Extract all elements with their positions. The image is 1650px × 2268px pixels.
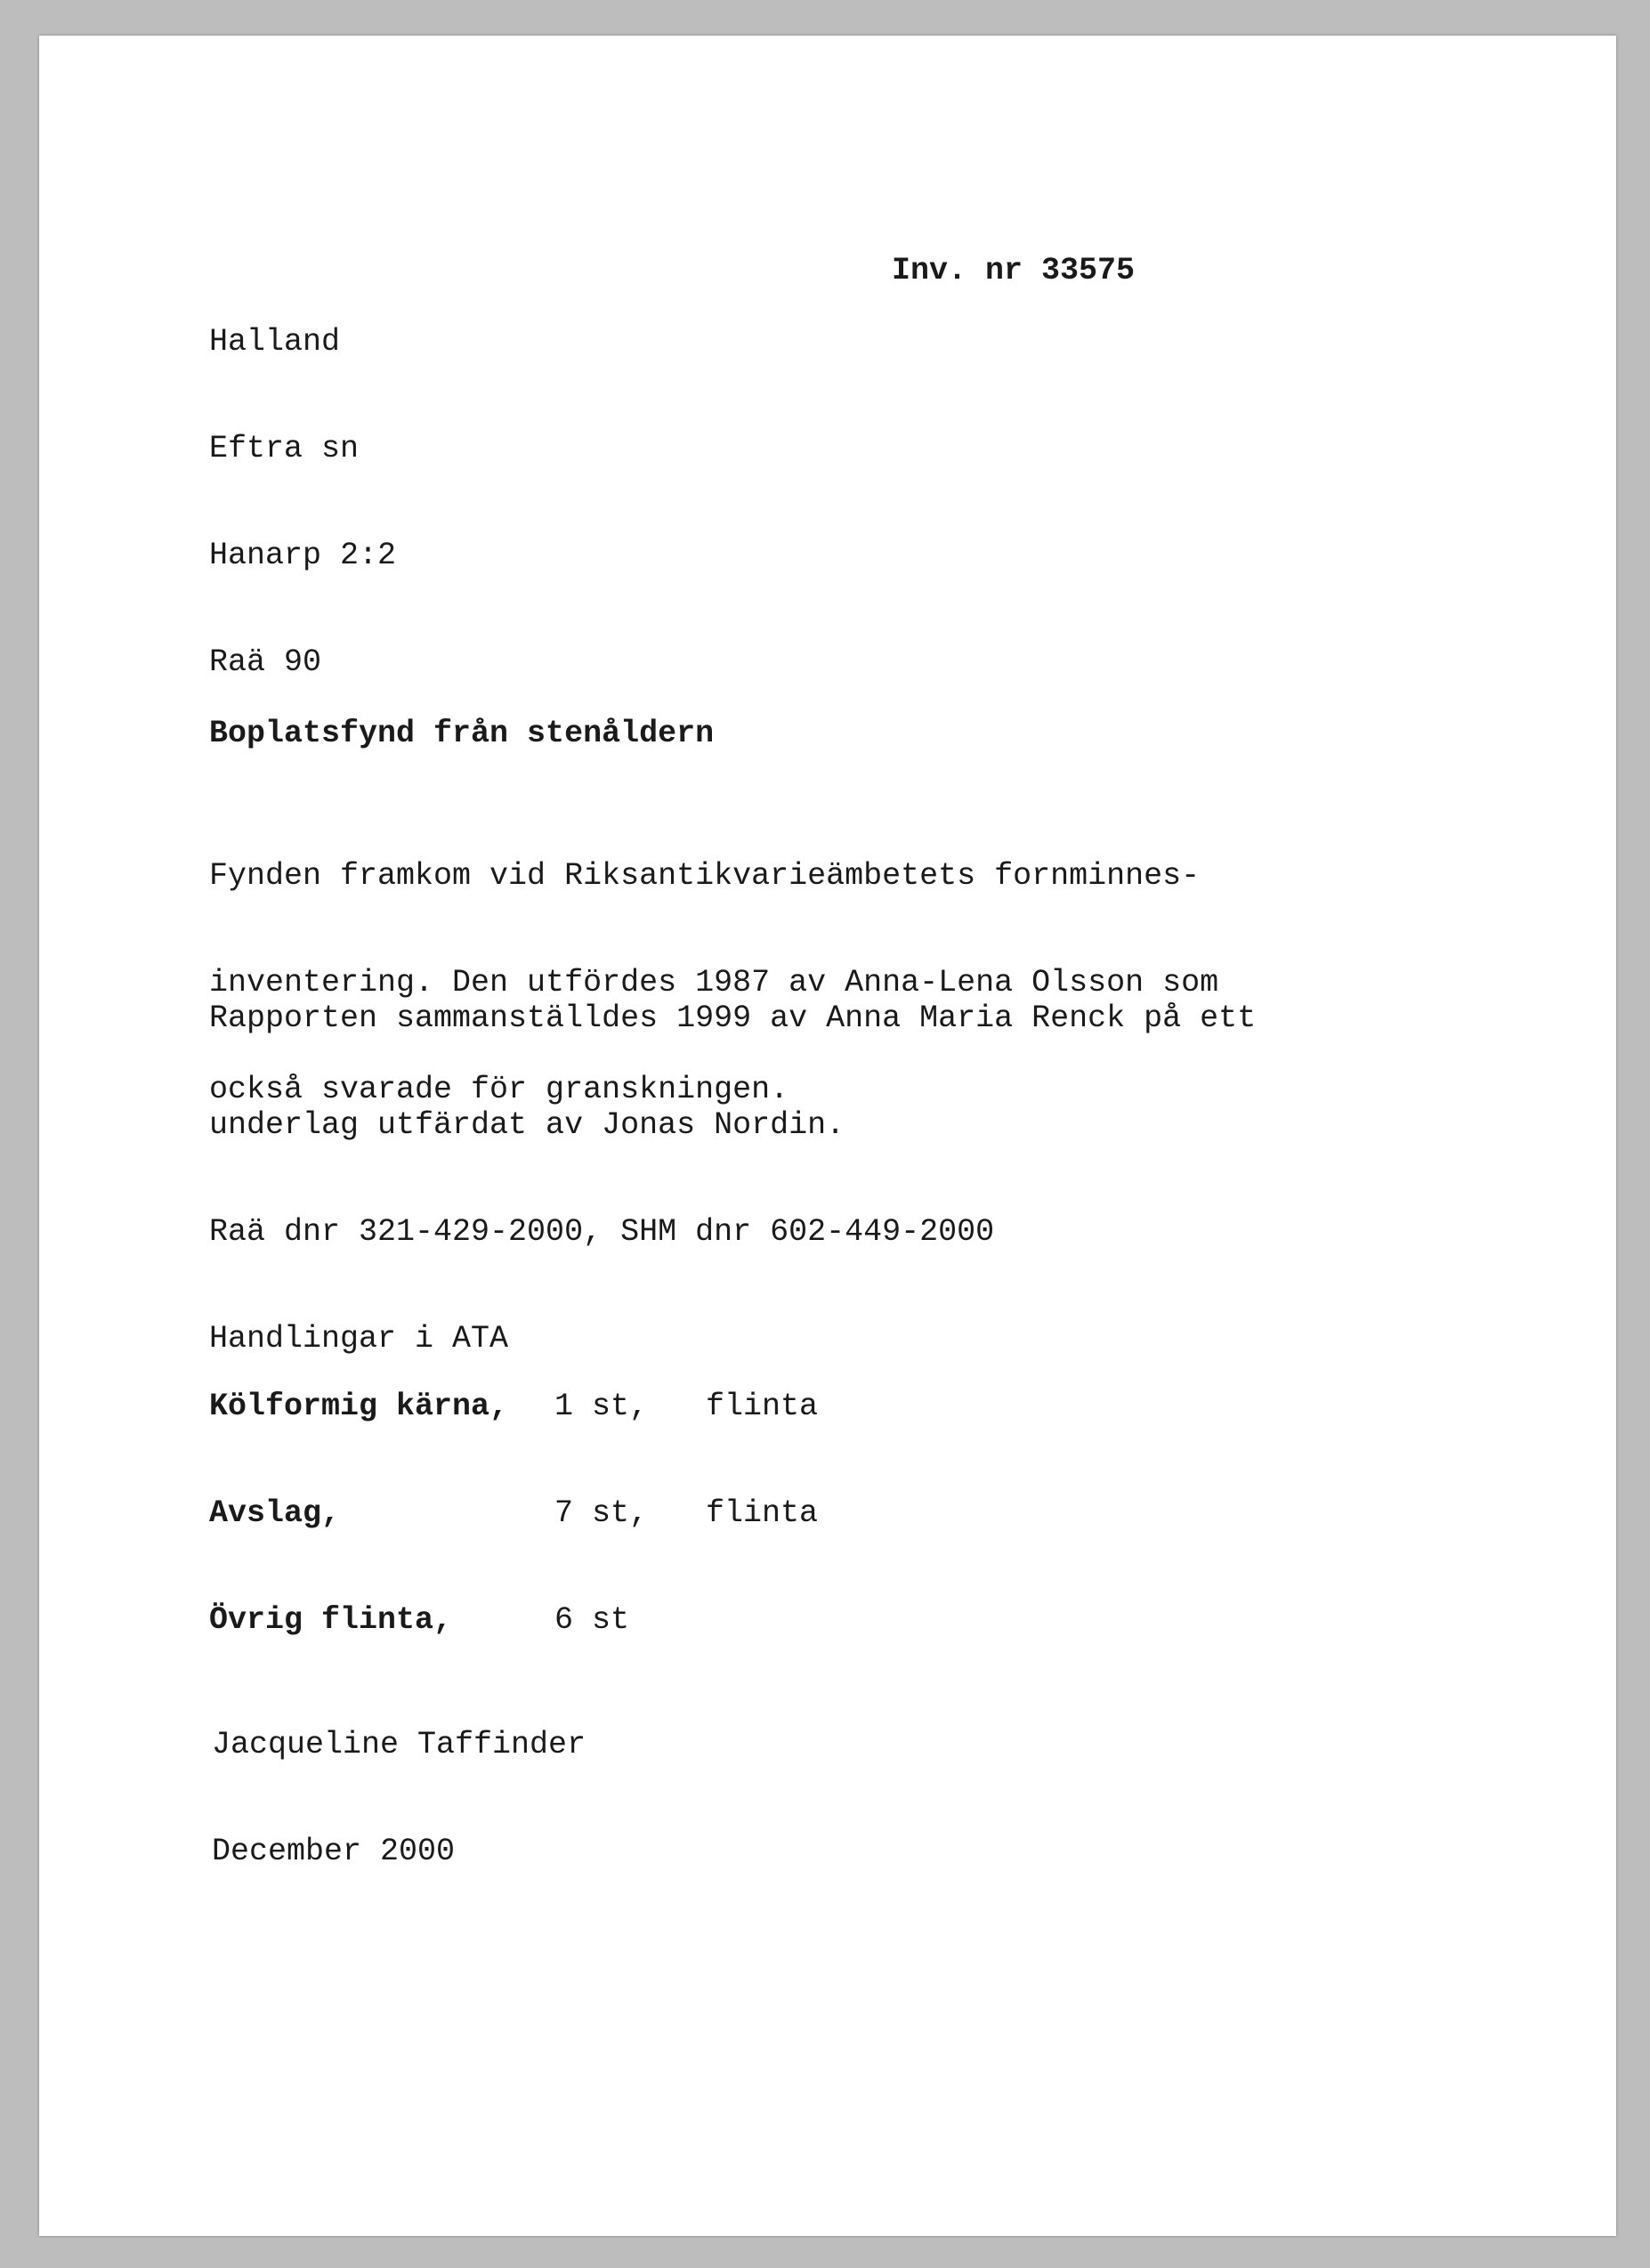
document-title: Boplatsfynd från stenåldern: [209, 716, 715, 751]
find-type: Avslag,: [209, 1495, 341, 1531]
reference-dnr: Raä dnr 321-429-2000, SHM dnr 602-449-2000: [209, 1214, 995, 1250]
signature-block: [212, 1656, 586, 1940]
location-block: [209, 253, 396, 751]
paragraph-line: Fynden framkom vid Riksantikvarieämbetets fornminnes-: [209, 858, 1201, 894]
reference-archive: Handlingar i ATA: [209, 1321, 509, 1357]
find-material: flinta: [706, 1389, 819, 1424]
signature-name: Jacqueline Taffinder: [212, 1727, 586, 1762]
location-parish: Eftra sn: [209, 431, 360, 466]
paragraph-line: underlag utfärdat av Jonas Nordin.: [209, 1107, 845, 1143]
find-quantity: 1 st,: [554, 1389, 649, 1424]
paragraph-line: Rapporten sammanställdes 1999 av Anna Maria Renck på ett: [209, 1000, 1257, 1036]
finds-row: [209, 1495, 1099, 1531]
document-page: [39, 36, 1616, 2236]
find-quantity: 7 st,: [554, 1495, 649, 1531]
find-type: Övrig flinta,: [209, 1602, 453, 1638]
finds-row: [209, 1602, 1099, 1638]
finds-row: [209, 1389, 1099, 1424]
finds-list: [209, 1317, 1099, 1709]
location-property: Hanarp 2:2: [209, 538, 397, 573]
inventory-number: Inv. nr 33575: [892, 253, 1136, 288]
find-material: flinta: [706, 1495, 819, 1531]
find-type: Kölformig kärna,: [209, 1389, 509, 1424]
find-quantity: 6 st: [554, 1602, 630, 1638]
location-county: Halland: [209, 324, 341, 360]
location-raa-number: Raä 90: [209, 644, 322, 680]
paragraph-line: också svarade för granskningen.: [209, 1072, 789, 1107]
paragraph-line: inventering. Den utfördes 1987 av Anna-Lena Olsson som: [209, 965, 1219, 1000]
signature-date: December 2000: [212, 1834, 456, 1869]
